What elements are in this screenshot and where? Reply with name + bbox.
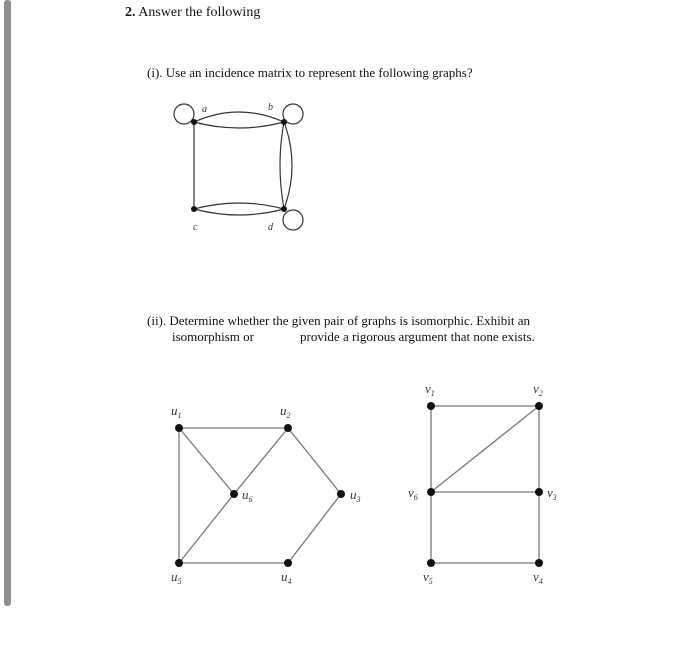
label-v4: $v_4$ (533, 569, 543, 586)
label-a: a (202, 104, 207, 115)
graph-u-edges (179, 428, 341, 563)
vertex-v1 (427, 402, 435, 410)
vertex-v6 (427, 488, 435, 496)
label-v3: $v_3$ (547, 485, 557, 502)
edge-u3-u4 (288, 494, 341, 563)
vertex-u4 (284, 559, 292, 567)
graph-v-edges (431, 406, 539, 563)
edge-u1-u6 (179, 428, 234, 494)
label-u2: $u_2$ (280, 403, 291, 420)
label-v5: $v_5$ (423, 569, 433, 586)
vertex-v5 (427, 559, 435, 567)
label-v1: $v_1$ (425, 381, 435, 398)
label-u5: $u_5$ (171, 569, 182, 586)
part-ii-line2-a: isomorphism or (172, 329, 254, 344)
label-d: d (268, 222, 273, 233)
vertex-v2 (535, 402, 543, 410)
label-v2: $v_2$ (533, 381, 543, 398)
edge-v2-v6 (431, 406, 539, 492)
label-v6: $v_6$ (408, 485, 418, 502)
question-title: Answer the following (138, 5, 261, 20)
vertex-u3 (337, 490, 345, 498)
label-u1: $u_1$ (171, 403, 182, 420)
label-u6: $u_6$ (242, 487, 253, 504)
edge-u2-u6 (234, 428, 288, 494)
question-number: 2. (125, 5, 136, 20)
vertex-u2 (284, 424, 292, 432)
vertex-u5 (175, 559, 183, 567)
label-u4: $u_4$ (281, 569, 292, 586)
label-b: b (268, 102, 273, 113)
vertex-u1 (175, 424, 183, 432)
vertex-v4 (535, 559, 543, 567)
vertex-u6 (230, 490, 238, 498)
part-ii-line1: (ii). Determine whether the given pair of graphs is isomorphic. Exhibit an (147, 313, 531, 328)
part-i-prompt: (i). Use an incidence matrix to represent the following graphs? (147, 65, 473, 80)
label-u3: $u_3$ (350, 487, 361, 504)
label-c: c (193, 222, 198, 233)
edge-u2-u3 (288, 428, 341, 494)
part-ii-line2-b: provide a rigorous argument that none exists. (299, 329, 535, 344)
vertex-v3 (535, 488, 543, 496)
edge-u5-u6 (179, 494, 234, 563)
